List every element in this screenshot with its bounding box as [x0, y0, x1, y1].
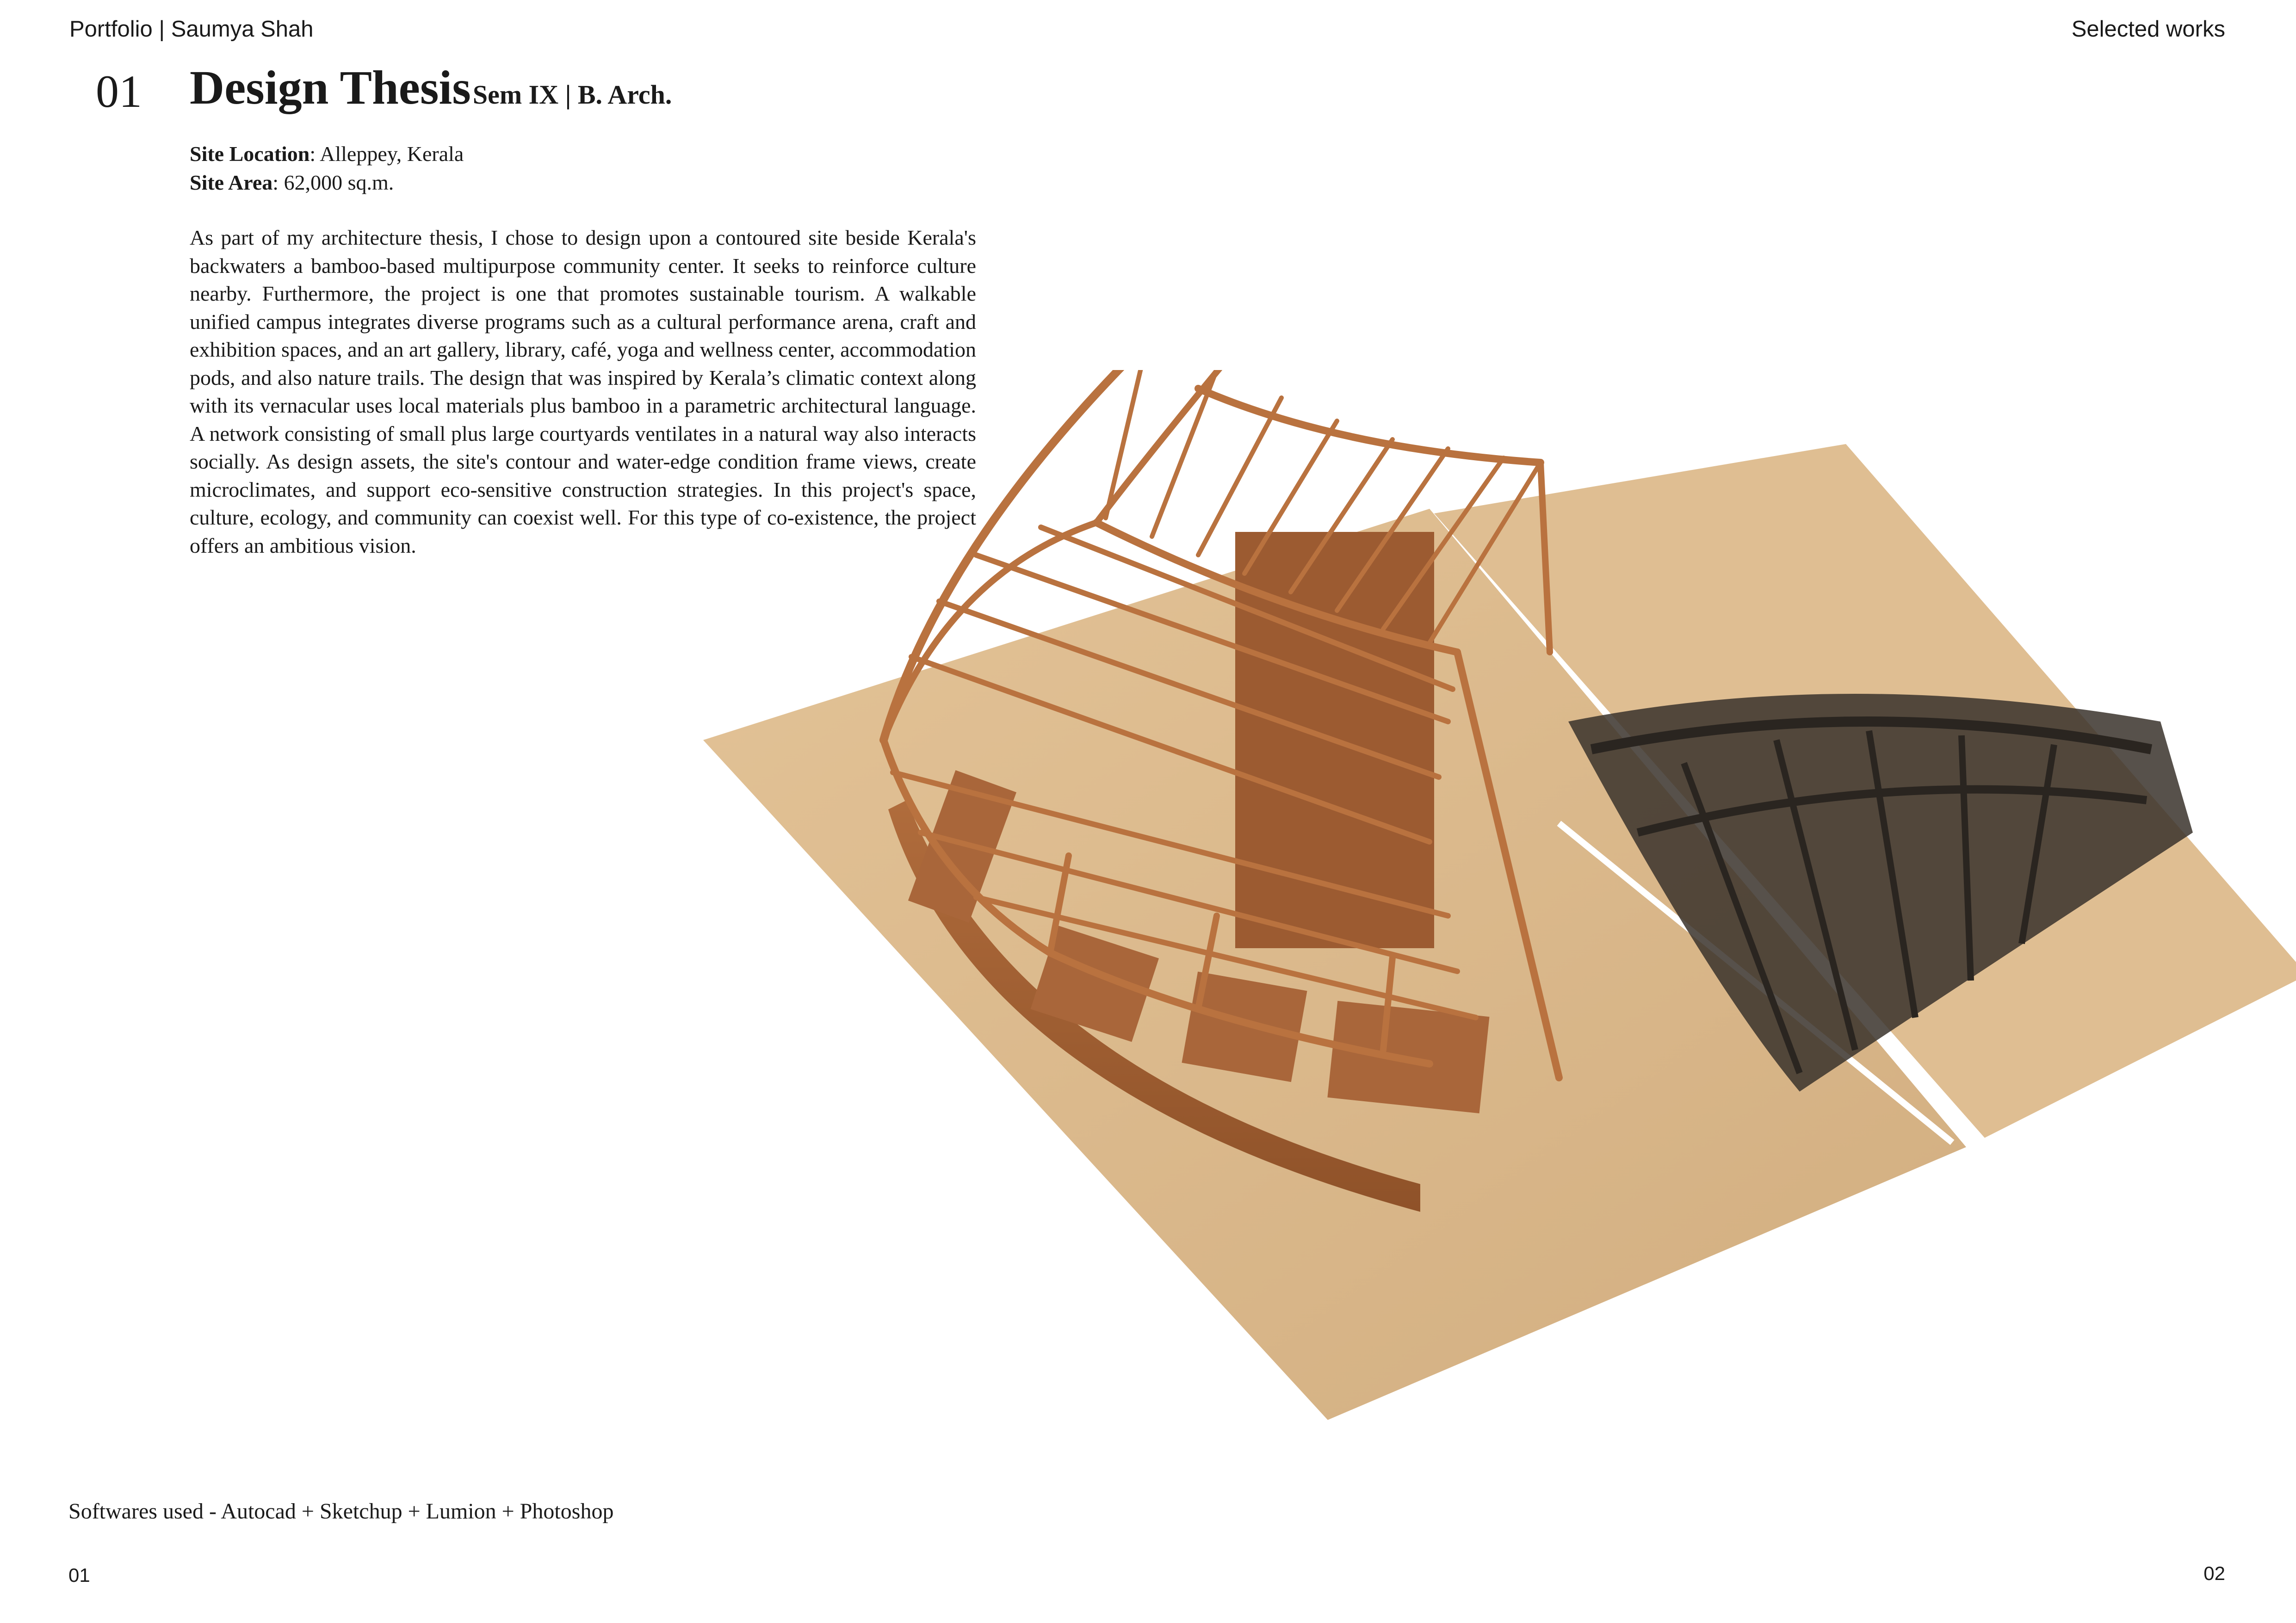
page-number-right: 02: [2203, 1562, 2225, 1584]
project-number: 01: [96, 66, 142, 117]
site-location-label: Site Location: [190, 142, 310, 166]
model-photo: [689, 370, 2296, 1438]
bamboo-pavilion-model-image: [689, 370, 2296, 1438]
page-number-left: 01: [68, 1564, 90, 1586]
software-used: Softwares used - Autocad + Sketchup + Lumion + Photoshop: [68, 1499, 614, 1524]
site-location-value: : Alleppey, Kerala: [309, 142, 464, 166]
site-area-label: Site Area: [190, 171, 273, 194]
site-info: [190, 140, 464, 197]
project-description: As part of my architecture thesis, I chose to design upon a contoured site beside Kerala's backwaters a bamboo-based multipurpose community center. It seeks to reinforce culture nearby. Furthermore, the project is one that promotes sustainable tourism. A walkable unified campus integrates diverse programs such as a cultural performance arena, craft and exhibition spaces, and an art gallery, library, café, yoga and wellness center, accommodation pods, and also nature trails. The design that was inspired by Kerala’s climatic context along with its vernacular uses local materials plus bamboo in a parametric architectural language. A network consisting of small plus large courtyards ventilates in a natural way also interacts socially. As design assets, the site's contour and water-edge condition frame views, create microclimates, and support eco-sensitive construction strategies. In this project's space, culture, ecology, and community can coexist well. For this type of co-existence, the project offers an ambitious vision.: [190, 226, 976, 557]
site-location: [190, 140, 464, 168]
site-area-value: : 62,000 sq.m.: [272, 171, 394, 194]
project-subtitle: Sem IX | B. Arch.: [472, 80, 672, 110]
site-area: [190, 168, 464, 197]
project-title-main: Design Thesis: [190, 61, 471, 114]
project-title: [190, 60, 672, 115]
section-header: Selected works: [2071, 17, 2225, 42]
portfolio-header: Portfolio | Saumya Shah: [69, 17, 314, 42]
